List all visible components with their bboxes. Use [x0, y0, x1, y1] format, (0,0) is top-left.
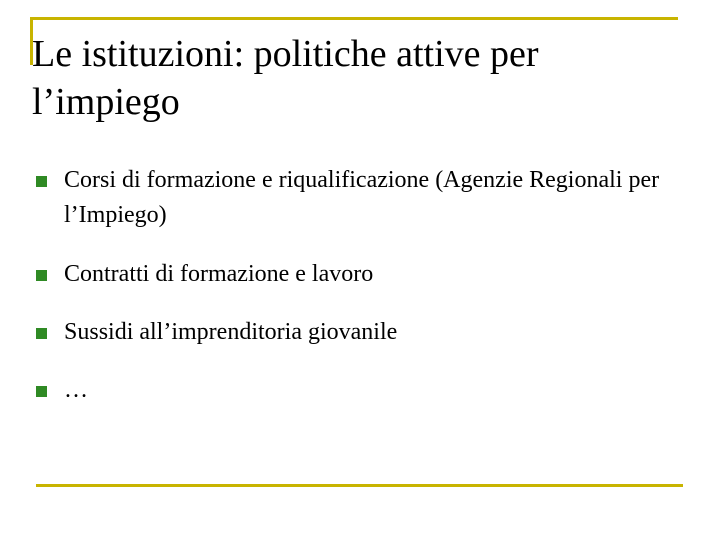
bottom-horizontal-rule: [36, 484, 683, 487]
top-horizontal-rule: [30, 17, 678, 20]
bullet-text: Sussidi all’imprenditoria giovanile: [64, 319, 398, 345]
bullet-item: [34, 163, 684, 233]
bullet-item: [34, 315, 684, 350]
square-bullet-icon: [36, 386, 47, 397]
bullet-text: Contratti di formazione e lavoro: [64, 261, 374, 287]
bullet-text: …: [64, 377, 88, 403]
square-bullet-icon: [36, 270, 47, 281]
square-bullet-icon: [36, 328, 47, 339]
bullet-item: [34, 257, 684, 292]
square-bullet-icon: [36, 176, 47, 187]
bullet-text: Corsi di formazione e riqualificazione (Agenzie Regionali per l’Impiego): [64, 167, 660, 228]
bullet-item: [34, 373, 684, 408]
slide-title: Le istituzioni: politiche attive per l’impiego: [32, 33, 539, 123]
bullet-list: [34, 163, 684, 431]
